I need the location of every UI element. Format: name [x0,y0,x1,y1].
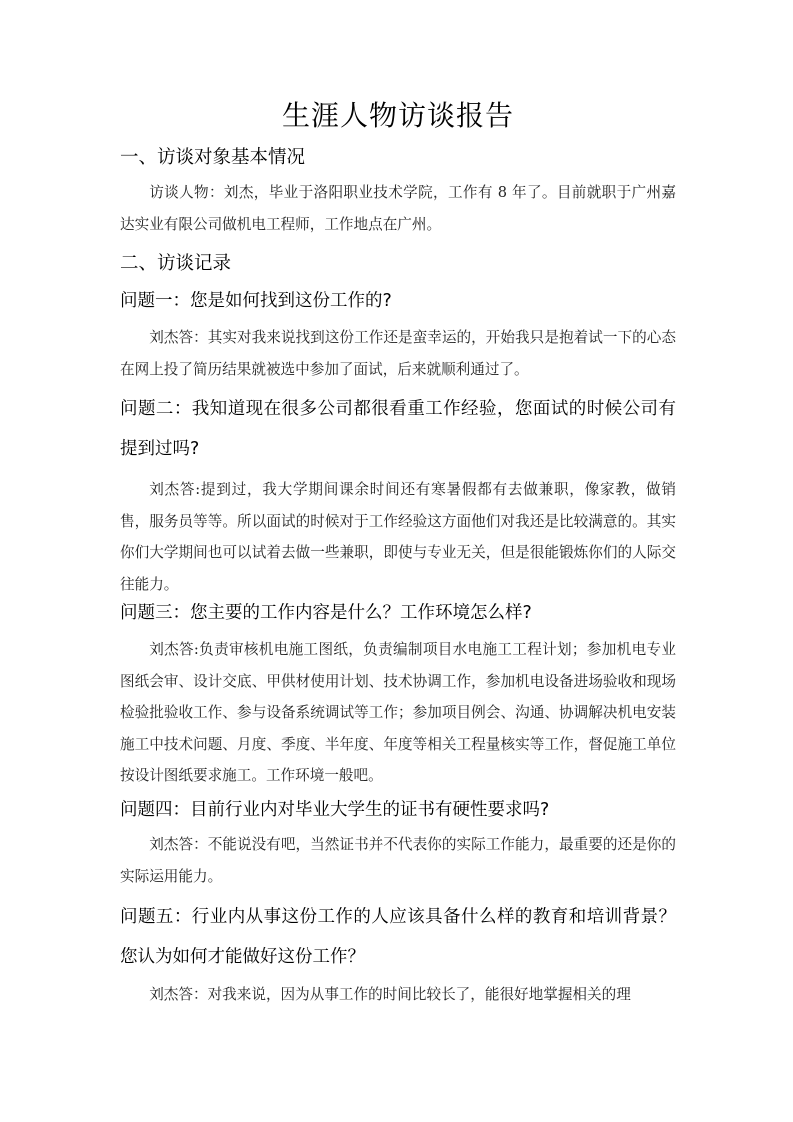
section1-paragraph: 访谈人物：刘杰，毕业于洛阳职业技术学院，工作有 8 年了。目前就职于广州嘉达实业有限公司做机电工程师，工作地点在广州。 [120,184,676,233]
answer-5: 刘杰答：对我来说，因为从事工作的时间比较长了，能很好地掌握相关的理 [149,986,631,1003]
question-2: 问题二：我知道现在很多公司都很看重工作经验，您面试的时候公司有提到过吗? [120,399,676,459]
answer-1: 刘杰答：其实对我来说找到这份工作还是蛮幸运的，开始我只是抱着试一下的心态在网上投了简历结果就被选中参加了面试，后来就顺利通过了。 [120,329,676,378]
answer-2: 刘杰答:提到过，我大学期间课余时间还有寒暑假都有去做兼职，像家教，做销售，服务员等等。所以面试的时候对于工作经验这方面他们对我还是比较满意的。其实你们大学期间也可以试着去做一些兼职，即使与专业无关，但是很能锻炼你们的人际交往能力。 [120,481,676,593]
question-1: 问题一：您是如何找到这份工作的? [120,291,392,311]
answer-4: 刘杰答：不能说没有吧，当然证书并不代表你的实际工作能力，最重要的还是你的实际运用能力。 [120,836,676,885]
section2-heading: 二、访谈记录 [120,253,232,274]
question-5: 问题五：行业内从事这份工作的人应该具备什么样的教育和培训背景？您认为如何才能做好这份工作？ [120,907,676,967]
question-3: 问题三：您主要的工作内容是什么？工作环境怎么样? [120,603,532,623]
section1-heading: 一、访谈对象基本情况 [120,147,306,168]
answer-3: 刘杰答:负责审核机电施工图纸，负责编制项目水电施工工程计划；参加机电专业图纸会审、设计交底、甲供材使用计划、技术协调工作，参加机电设备进场验收和现场检验批验收工作、参与设备系统调试等工作；参加项目例会、沟通、协调解决机电安装施工中技术问题、月度、季度、半年度、年度等相关工程量核实等工作，督促施工单位按设计图纸要求施工。工作环境一般吧。 [120,641,676,784]
document-title: 生涯人物访谈报告 [281,99,514,132]
question-4: 问题四：目前行业内对毕业大学生的证书有硬性要求吗? [120,800,550,820]
